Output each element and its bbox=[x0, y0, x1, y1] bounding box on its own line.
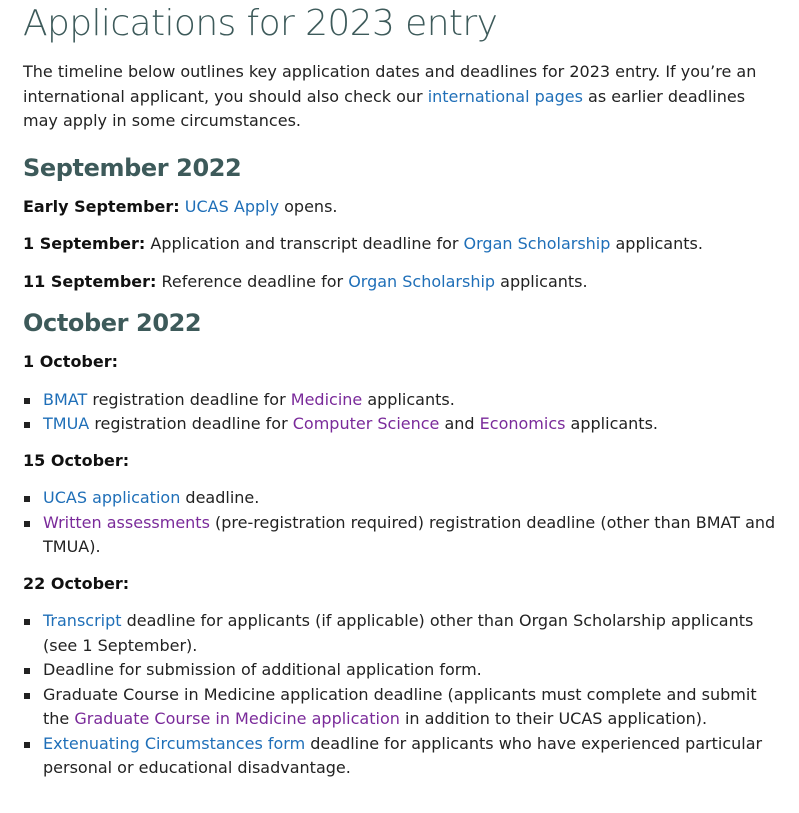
date-heading-1-october bbox=[23, 350, 783, 375]
date-label: 15 October: bbox=[23, 450, 130, 470]
list-1-october bbox=[23, 388, 783, 437]
date-label: 1 October: bbox=[23, 352, 119, 371]
entry-text: Reference deadline for bbox=[156, 271, 349, 291]
entry-date: 11 September: bbox=[23, 271, 157, 291]
tmua-link[interactable]: TMUA bbox=[43, 414, 90, 433]
intro-text-after: as earlier deadlines may apply in some circumstances. bbox=[23, 86, 746, 130]
page-title: Applications for 2023 entry bbox=[23, 3, 498, 44]
item-text: Graduate Course in Medicine application deadline (applicants must complete and submit the bbox=[43, 684, 757, 728]
item-text: Deadline for submission of additional application form. bbox=[43, 660, 482, 679]
list-item bbox=[43, 511, 783, 560]
entry-early-september bbox=[23, 195, 783, 220]
entry-text: applicants. bbox=[610, 234, 703, 253]
entry-1-september bbox=[23, 232, 783, 257]
international-pages-link[interactable]: international pages bbox=[427, 86, 583, 106]
section-heading-september: September 2022 bbox=[23, 153, 242, 182]
item-text: applicants. bbox=[362, 389, 455, 409]
item-text: registration deadline for bbox=[89, 414, 293, 433]
date-heading-22-october bbox=[23, 572, 783, 597]
bmat-link[interactable]: BMAT bbox=[43, 389, 88, 409]
entry-text: Application and transcript deadline for bbox=[145, 234, 464, 253]
item-text: applicants. bbox=[565, 414, 658, 433]
extenuating-circumstances-link[interactable]: Extenuating Circumstances form bbox=[43, 733, 306, 753]
list-15-october bbox=[23, 486, 783, 560]
organ-scholarship-link[interactable]: Organ Scholarship bbox=[463, 234, 611, 253]
written-assessments-link[interactable]: Written assessments bbox=[43, 512, 210, 532]
entry-date: 1 September: bbox=[23, 234, 146, 253]
date-label: 22 October: bbox=[23, 573, 130, 593]
item-text: registration deadline for bbox=[87, 389, 291, 409]
ucas-application-link[interactable]: UCAS application bbox=[43, 488, 181, 507]
item-text: deadline for applicants who have experienced particular personal or educational disadvantage. bbox=[43, 733, 763, 777]
list-item bbox=[43, 412, 783, 437]
list-item bbox=[43, 658, 783, 683]
section-heading-october: October 2022 bbox=[23, 309, 202, 337]
medicine-link[interactable]: Medicine bbox=[290, 389, 363, 409]
list-item bbox=[43, 683, 783, 732]
item-text: (pre-registration required) registration deadline (other than BMAT and TMUA). bbox=[43, 512, 776, 556]
item-text: in addition to their UCAS application). bbox=[399, 709, 708, 728]
intro-text-before: The timeline below outlines key application dates and deadlines for 2023 entry. If you’re an international applicant, you should also check our bbox=[23, 62, 757, 106]
intro-paragraph bbox=[23, 60, 783, 134]
entry-11-september bbox=[23, 270, 783, 295]
graduate-course-medicine-link[interactable]: Graduate Course in Medicine application bbox=[74, 709, 400, 728]
date-heading-15-october bbox=[23, 449, 783, 474]
page-content bbox=[0, 2, 799, 781]
entry-text: applicants. bbox=[495, 271, 588, 291]
list-item bbox=[43, 388, 783, 413]
ucas-apply-link[interactable]: UCAS Apply bbox=[184, 196, 280, 216]
list-item bbox=[43, 732, 783, 781]
list-item bbox=[43, 486, 783, 511]
organ-scholarship-link-2[interactable]: Organ Scholarship bbox=[348, 271, 496, 291]
transcript-link[interactable]: Transcript bbox=[43, 611, 122, 630]
computer-science-link[interactable]: Computer Science bbox=[292, 414, 440, 433]
entry-date: Early September: bbox=[23, 196, 180, 216]
list-item bbox=[43, 609, 783, 658]
item-text: and bbox=[439, 414, 480, 433]
item-text: deadline. bbox=[180, 488, 260, 507]
list-22-october bbox=[23, 609, 783, 781]
item-text: deadline for applicants (if applicable) other than Organ Scholarship applicants (see 1 September). bbox=[43, 611, 754, 655]
entry-text: opens. bbox=[279, 196, 338, 216]
economics-link[interactable]: Economics bbox=[479, 414, 566, 433]
